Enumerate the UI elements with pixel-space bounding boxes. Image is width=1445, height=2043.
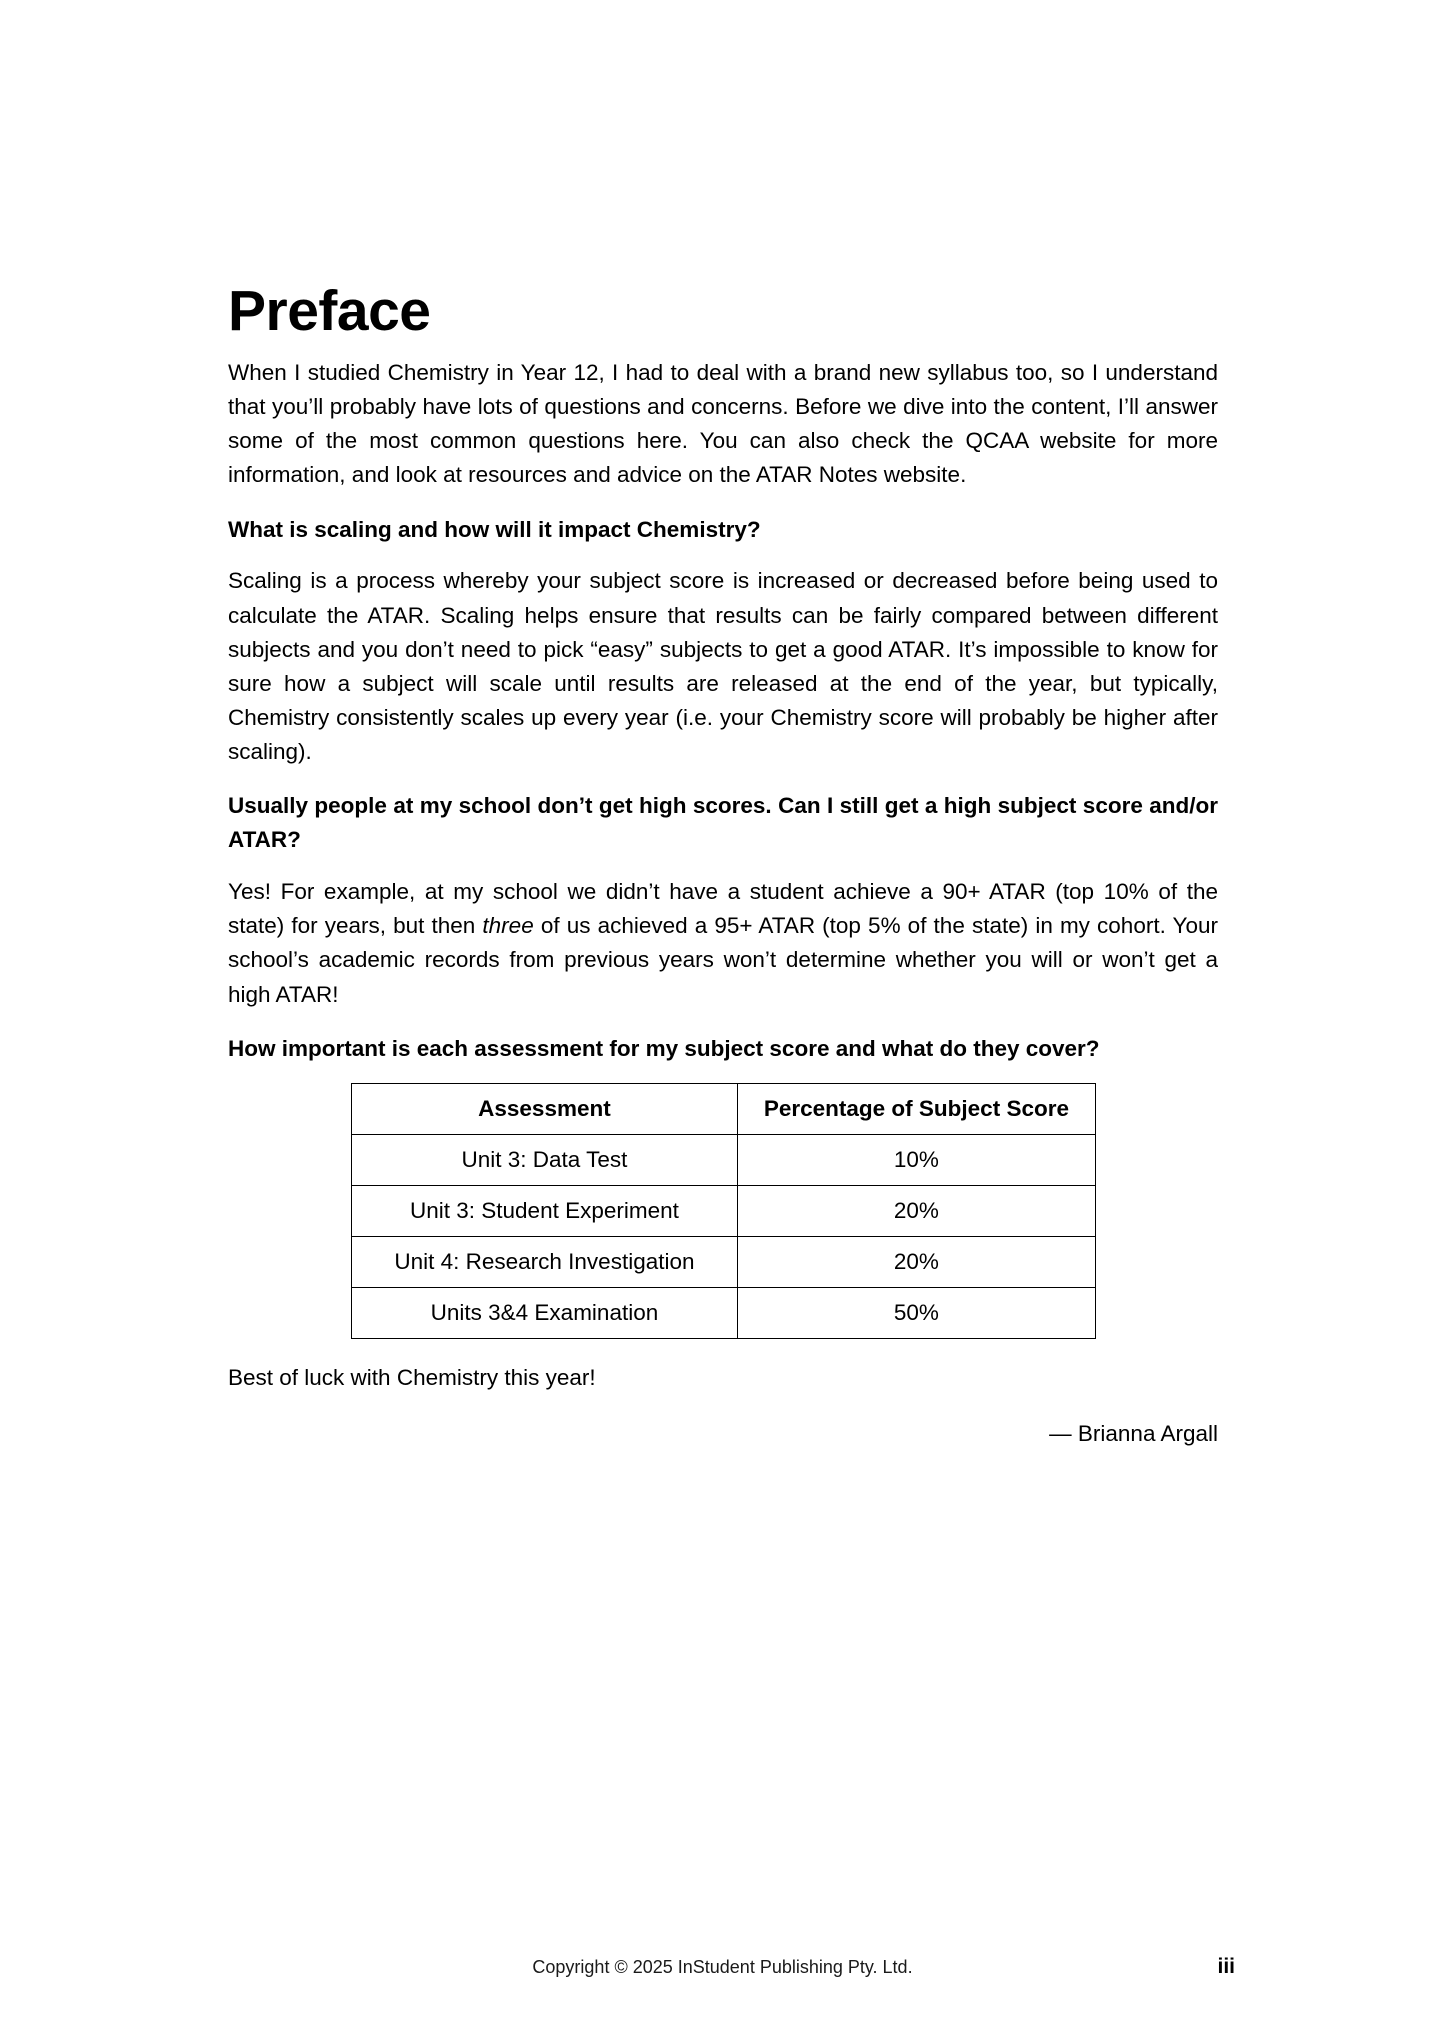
- answer-high-scores-part1: Yes! For example, at my school we didn’t have a student achieve a 90+ ATAR (top 10% of the state) for years, but then: [228, 878, 1218, 939]
- table-header-assessment: Assessment: [351, 1084, 738, 1135]
- footer-page-number: iii: [1217, 1955, 1235, 1978]
- table-cell-assessment: Units 3&4 Examination: [351, 1288, 738, 1339]
- answer-scaling: Scaling is a process whereby your subject score is increased or decreased before being used to calculate the ATAR. Scaling helps ensure that results can be fairly compared between different subjects and you don’t need to pick “easy” subjects to get a good ATAR. It’s impossible to know for sure how a subject will scale until results are released at the end of the year, but typically, Chemistry consistently scales up every year (i.e. your Chemistry score will probably be higher after scaling).: [228, 568, 1218, 765]
- table-cell-percentage: 20%: [738, 1237, 1095, 1288]
- closing-line: Best of luck with Chemistry this year!: [228, 1365, 596, 1391]
- table-header-row: [351, 1084, 1095, 1135]
- answer-high-scores-part2: of us achieved a 95+ ATAR (top 5% of the state) in my cohort. Your school’s academic records from previous years won’t determine whether you will or won’t get a high ATAR!: [228, 913, 1218, 1007]
- table-header-percentage: Percentage of Subject Score: [738, 1084, 1095, 1135]
- table-row: [351, 1135, 1095, 1186]
- intro-paragraph: When I studied Chemistry in Year 12, I had to deal with a brand new syllabus too, so I understand that you’ll probably have lots of questions and concerns. Before we dive into the content, I’ll answer some of the most common questions here. You can also check the QCAA website for more information, and look at resources and advice on the ATAR Notes website.: [228, 359, 1218, 488]
- table-cell-percentage: 10%: [738, 1135, 1095, 1186]
- assessment-table: [351, 1083, 1096, 1339]
- question-scaling: What is scaling and how will it impact Chemistry?: [228, 516, 761, 542]
- table-row: [351, 1237, 1095, 1288]
- page-content: [228, 279, 1218, 1447]
- question-high-scores: Usually people at my school don’t get high scores. Can I still get a high subject score and/or ATAR?: [228, 793, 1218, 853]
- table-row: [351, 1186, 1095, 1237]
- table-cell-percentage: 50%: [738, 1288, 1095, 1339]
- table-cell-assessment: Unit 4: Research Investigation: [351, 1237, 738, 1288]
- page-title: Preface: [228, 279, 431, 343]
- answer-high-scores: [228, 875, 1218, 1012]
- question-assessment-weighting: How important is each assessment for my subject score and what do they cover?: [228, 1035, 1100, 1061]
- answer-high-scores-emphasis: three: [482, 913, 534, 939]
- assessment-table-wrapper: [228, 1083, 1218, 1339]
- table-cell-assessment: Unit 3: Student Experiment: [351, 1186, 738, 1237]
- table-row: [351, 1288, 1095, 1339]
- table-cell-percentage: 20%: [738, 1186, 1095, 1237]
- table-cell-assessment: Unit 3: Data Test: [351, 1135, 738, 1186]
- page-footer: [0, 1957, 1445, 1987]
- author-signature: — Brianna Argall: [1049, 1421, 1218, 1447]
- footer-copyright: Copyright © 2025 InStudent Publishing Pty. Ltd.: [532, 1957, 913, 1977]
